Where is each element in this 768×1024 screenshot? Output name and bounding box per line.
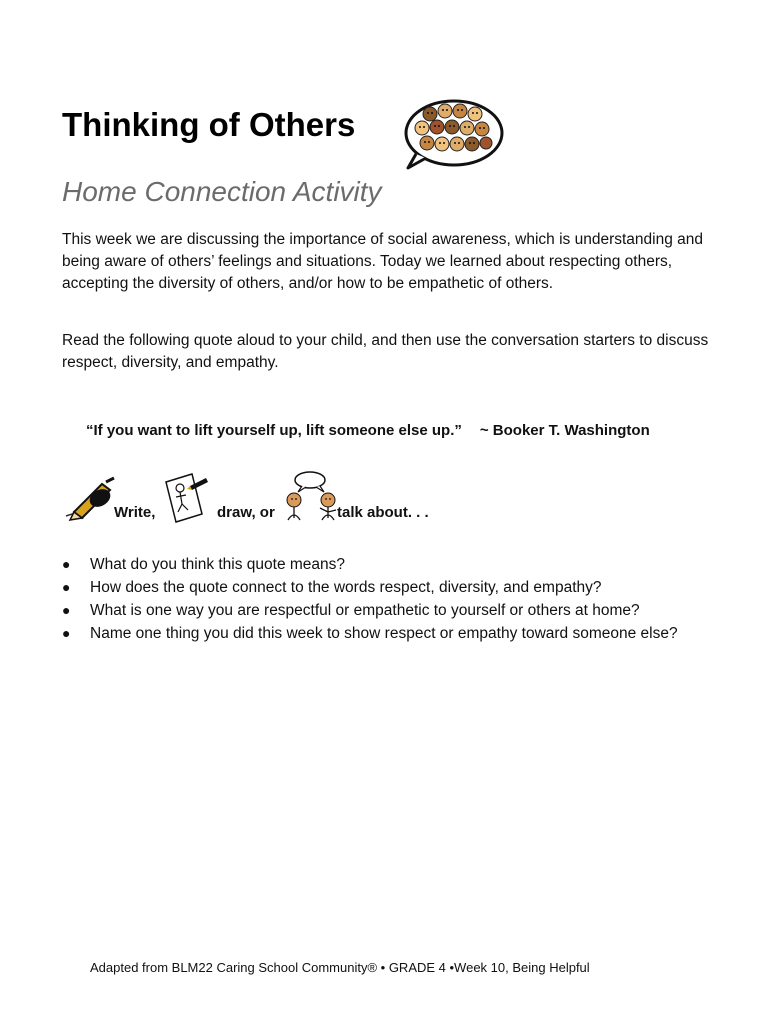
bullet: ● (62, 556, 71, 572)
quote-author: ~ Booker T. Washington (479, 422, 650, 439)
talk-label: talk about. . . (337, 504, 429, 521)
list-item (62, 599, 702, 622)
write-label: Write, (114, 504, 156, 521)
drawing-paper-icon (162, 472, 212, 524)
quote-text: “If you want to lift yourself up, lift someone else up.” (86, 422, 462, 439)
draw-label: draw, or (217, 504, 275, 521)
bullet: ● (62, 625, 71, 641)
bullet: ● (62, 579, 71, 595)
question-text: How does the quote connect to the words respect, diversity, and empathy? (90, 579, 602, 596)
question-text: What is one way you are respectful or empathetic to yourself or others at home? (90, 602, 640, 619)
activity-prompt-row (0, 470, 768, 530)
two-people-talking-icon (284, 470, 340, 526)
pencil-writing-icon (62, 476, 116, 522)
page-subtitle: Home Connection Activity (62, 176, 382, 207)
intro-paragraph: This week we are discussing the importance of social awareness, which is understanding and being aware of others’ feelings and situations. Today we learned about respecting others, accepting the diversity of others, and/or how to be empathetic of others. (62, 231, 704, 292)
question-text: What do you think this quote means? (90, 556, 346, 573)
question-text: Name one thing you did this week to show respect or empathy toward someone else? (90, 625, 678, 642)
list-item (62, 553, 702, 576)
footer-credit: Adapted from BLM22 Caring School Community® • GRADE 4 •Week 10, Being Helpful (90, 960, 590, 975)
crowd-of-faces-icon (402, 96, 506, 170)
list-item (62, 576, 702, 599)
conversation-starters-list (62, 553, 702, 645)
page-title: Thinking of Others (62, 106, 356, 143)
quote (86, 422, 650, 439)
list-item (62, 622, 702, 645)
instructions-paragraph: Read the following quote aloud to your child, and then use the conversation starters to discuss respect, diversity, and empathy. (62, 332, 709, 371)
bullet: ● (62, 602, 71, 618)
